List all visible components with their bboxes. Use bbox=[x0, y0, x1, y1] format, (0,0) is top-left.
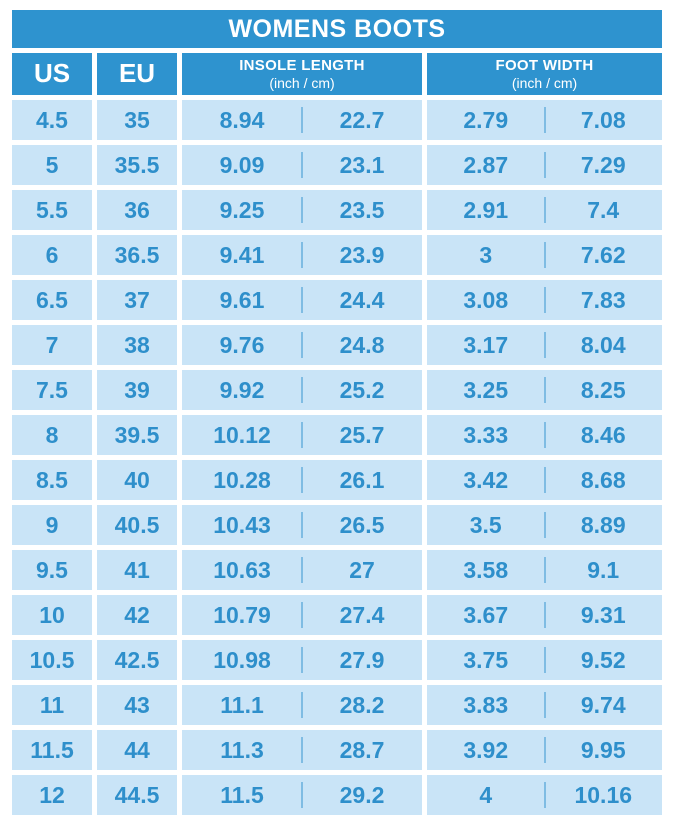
insole-length-cell bbox=[182, 595, 422, 635]
us-size-value: 8.5 bbox=[36, 466, 68, 493]
us-size-value: 10 bbox=[39, 601, 65, 628]
insole-cm-value: 25.7 bbox=[339, 421, 385, 448]
width-cm-value: 8.04 bbox=[580, 331, 626, 358]
foot-width-cell bbox=[427, 370, 662, 410]
cell-divider bbox=[544, 512, 546, 538]
insole-inch-value: 10.79 bbox=[213, 601, 271, 628]
insole-inch-value: 8.94 bbox=[219, 106, 265, 133]
foot-width-cell bbox=[427, 595, 662, 635]
us-size-cell bbox=[12, 595, 92, 635]
insole-cm-value: 23.1 bbox=[339, 151, 385, 178]
foot-width-cell bbox=[427, 190, 662, 230]
us-size-cell bbox=[12, 145, 92, 185]
insole-cm-value: 23.9 bbox=[339, 241, 385, 268]
insole-inch-value: 9.92 bbox=[219, 376, 265, 403]
us-size-cell bbox=[12, 685, 92, 725]
cell-divider bbox=[301, 602, 303, 628]
foot-width-cell bbox=[427, 235, 662, 275]
insole-cm-value: 24.8 bbox=[339, 331, 385, 358]
insole-inch-value: 11.1 bbox=[220, 691, 264, 718]
cell-divider bbox=[301, 197, 303, 223]
eu-size-cell bbox=[97, 730, 177, 770]
width-cm-value: 9.1 bbox=[587, 556, 620, 583]
width-inch-value: 3.33 bbox=[463, 421, 509, 448]
insole-length-cell bbox=[182, 190, 422, 230]
insole-length-cell bbox=[182, 235, 422, 275]
cell-divider bbox=[301, 557, 303, 583]
insole-inch-value: 10.12 bbox=[213, 421, 271, 448]
insole-inch-value: 10.28 bbox=[213, 466, 271, 493]
cell-divider bbox=[544, 197, 546, 223]
us-size-value: 11 bbox=[39, 691, 65, 718]
cell-divider bbox=[544, 692, 546, 718]
us-size-cell bbox=[12, 325, 92, 365]
cell-divider bbox=[544, 287, 546, 313]
insole-length-cell bbox=[182, 505, 422, 545]
us-size-cell bbox=[12, 280, 92, 320]
insole-inch-value: 9.09 bbox=[219, 151, 265, 178]
cell-divider bbox=[301, 242, 303, 268]
us-size-cell bbox=[12, 505, 92, 545]
insole-length-cell bbox=[182, 280, 422, 320]
cell-divider bbox=[301, 467, 303, 493]
eu-size-cell bbox=[97, 775, 177, 815]
eu-size-value: 36.5 bbox=[114, 241, 160, 268]
insole-cm-value: 29.2 bbox=[339, 781, 385, 808]
us-size-value: 10.5 bbox=[29, 646, 75, 673]
us-size-value: 5 bbox=[45, 151, 59, 178]
column-header-insole-length bbox=[182, 53, 422, 95]
insole-length-cell bbox=[182, 775, 422, 815]
eu-size-value: 42.5 bbox=[114, 646, 160, 673]
us-size-value: 7 bbox=[45, 331, 59, 358]
column-header-eu-label: EU bbox=[118, 58, 156, 89]
width-inch-value: 2.91 bbox=[463, 196, 509, 223]
foot-width-cell bbox=[427, 280, 662, 320]
foot-width-label: FOOT WIDTH bbox=[495, 57, 594, 75]
width-cm-value: 9.74 bbox=[580, 691, 626, 718]
eu-size-cell bbox=[97, 685, 177, 725]
insole-inch-value: 9.76 bbox=[219, 331, 265, 358]
us-size-value: 11.5 bbox=[30, 736, 74, 763]
width-inch-value: 3.25 bbox=[463, 376, 509, 403]
insole-length-unit: (inch / cm) bbox=[269, 74, 335, 91]
eu-size-cell bbox=[97, 505, 177, 545]
insole-length-cell bbox=[182, 145, 422, 185]
eu-size-cell bbox=[97, 235, 177, 275]
cell-divider bbox=[301, 782, 303, 808]
width-inch-value: 3.42 bbox=[463, 466, 509, 493]
insole-length-cell bbox=[182, 730, 422, 770]
cell-divider bbox=[544, 107, 546, 133]
us-size-cell bbox=[12, 190, 92, 230]
cell-divider bbox=[544, 377, 546, 403]
eu-size-cell bbox=[97, 415, 177, 455]
cell-divider bbox=[544, 782, 546, 808]
eu-size-value: 44 bbox=[124, 736, 150, 763]
foot-width-cell bbox=[427, 100, 662, 140]
insole-inch-value: 10.43 bbox=[213, 511, 271, 538]
eu-size-cell bbox=[97, 460, 177, 500]
insole-cm-value: 26.1 bbox=[339, 466, 385, 493]
column-header-eu bbox=[97, 53, 177, 95]
eu-size-cell bbox=[97, 595, 177, 635]
width-inch-value: 3.92 bbox=[463, 736, 509, 763]
width-cm-value: 7.83 bbox=[580, 286, 626, 313]
foot-width-cell bbox=[427, 505, 662, 545]
width-inch-value: 3.58 bbox=[463, 556, 509, 583]
width-inch-value: 2.79 bbox=[463, 106, 509, 133]
width-cm-value: 8.46 bbox=[580, 421, 626, 448]
cell-divider bbox=[544, 152, 546, 178]
size-grid bbox=[12, 53, 662, 815]
width-cm-value: 8.89 bbox=[580, 511, 626, 538]
us-size-cell bbox=[12, 100, 92, 140]
width-inch-value: 3 bbox=[479, 241, 493, 268]
us-size-value: 9.5 bbox=[36, 556, 68, 583]
insole-inch-value: 9.41 bbox=[219, 241, 265, 268]
eu-size-value: 38 bbox=[124, 331, 150, 358]
us-size-value: 6.5 bbox=[36, 286, 68, 313]
cell-divider bbox=[544, 467, 546, 493]
insole-inch-value: 10.63 bbox=[213, 556, 271, 583]
foot-width-cell bbox=[427, 730, 662, 770]
foot-width-unit: (inch / cm) bbox=[511, 74, 578, 91]
width-inch-value: 3.83 bbox=[463, 691, 509, 718]
width-inch-value: 3.5 bbox=[469, 511, 502, 538]
eu-size-cell bbox=[97, 370, 177, 410]
width-cm-value: 8.68 bbox=[580, 466, 626, 493]
cell-divider bbox=[544, 737, 546, 763]
foot-width-cell bbox=[427, 460, 662, 500]
insole-cm-value: 25.2 bbox=[339, 376, 385, 403]
insole-cm-value: 28.2 bbox=[339, 691, 385, 718]
cell-divider bbox=[301, 332, 303, 358]
cell-divider bbox=[544, 332, 546, 358]
column-header-foot-width bbox=[427, 53, 662, 95]
us-size-cell bbox=[12, 460, 92, 500]
column-header-us bbox=[12, 53, 92, 95]
insole-inch-value: 10.98 bbox=[213, 646, 271, 673]
us-size-value: 4.5 bbox=[36, 106, 68, 133]
insole-length-cell bbox=[182, 415, 422, 455]
foot-width-cell bbox=[427, 415, 662, 455]
width-cm-value: 7.62 bbox=[580, 241, 626, 268]
eu-size-value: 44.5 bbox=[114, 781, 160, 808]
us-size-value: 6 bbox=[45, 241, 59, 268]
eu-size-cell bbox=[97, 145, 177, 185]
us-size-cell bbox=[12, 640, 92, 680]
cell-divider bbox=[301, 512, 303, 538]
insole-inch-value: 11.5 bbox=[220, 781, 264, 808]
cell-divider bbox=[301, 692, 303, 718]
foot-width-cell bbox=[427, 640, 662, 680]
width-inch-value: 4 bbox=[479, 781, 493, 808]
width-cm-value: 8.25 bbox=[580, 376, 626, 403]
us-size-value: 12 bbox=[39, 781, 65, 808]
cell-divider bbox=[544, 422, 546, 448]
eu-size-value: 42 bbox=[124, 601, 150, 628]
eu-size-cell bbox=[97, 280, 177, 320]
us-size-cell bbox=[12, 235, 92, 275]
width-inch-value: 3.75 bbox=[463, 646, 509, 673]
eu-size-value: 36 bbox=[124, 196, 150, 223]
cell-divider bbox=[301, 377, 303, 403]
foot-width-cell bbox=[427, 775, 662, 815]
insole-cm-value: 27.9 bbox=[339, 646, 385, 673]
insole-length-cell bbox=[182, 685, 422, 725]
insole-inch-value: 9.25 bbox=[219, 196, 265, 223]
us-size-value: 8 bbox=[45, 421, 59, 448]
insole-cm-value: 28.7 bbox=[339, 736, 385, 763]
width-inch-value: 3.17 bbox=[463, 331, 509, 358]
width-cm-value: 9.31 bbox=[580, 601, 626, 628]
foot-width-cell bbox=[427, 550, 662, 590]
cell-divider bbox=[301, 107, 303, 133]
us-size-value: 7.5 bbox=[36, 376, 68, 403]
width-cm-value: 7.29 bbox=[580, 151, 626, 178]
width-cm-value: 7.08 bbox=[580, 106, 626, 133]
cell-divider bbox=[301, 152, 303, 178]
width-inch-value: 3.08 bbox=[463, 286, 509, 313]
eu-size-value: 35.5 bbox=[114, 151, 160, 178]
cell-divider bbox=[544, 242, 546, 268]
eu-size-value: 40.5 bbox=[114, 511, 160, 538]
foot-width-cell bbox=[427, 325, 662, 365]
cell-divider bbox=[301, 287, 303, 313]
eu-size-cell bbox=[97, 190, 177, 230]
eu-size-cell bbox=[97, 100, 177, 140]
us-size-cell bbox=[12, 730, 92, 770]
insole-length-cell bbox=[182, 370, 422, 410]
insole-cm-value: 23.5 bbox=[339, 196, 385, 223]
insole-cm-value: 22.7 bbox=[339, 106, 385, 133]
us-size-cell bbox=[12, 370, 92, 410]
eu-size-value: 43 bbox=[124, 691, 150, 718]
eu-size-value: 41 bbox=[124, 556, 150, 583]
insole-length-cell bbox=[182, 550, 422, 590]
eu-size-value: 37 bbox=[124, 286, 150, 313]
insole-length-cell bbox=[182, 100, 422, 140]
width-inch-value: 2.87 bbox=[463, 151, 509, 178]
eu-size-cell bbox=[97, 325, 177, 365]
eu-size-value: 40 bbox=[124, 466, 150, 493]
foot-width-cell bbox=[427, 145, 662, 185]
insole-length-cell bbox=[182, 640, 422, 680]
insole-cm-value: 27 bbox=[349, 556, 375, 583]
us-size-value: 5.5 bbox=[36, 196, 68, 223]
eu-size-cell bbox=[97, 640, 177, 680]
width-cm-value: 10.16 bbox=[574, 781, 633, 808]
eu-size-value: 39 bbox=[124, 376, 150, 403]
width-cm-value: 7.4 bbox=[587, 196, 620, 223]
womens-boots-size-table bbox=[12, 10, 662, 815]
eu-size-value: 35 bbox=[124, 106, 150, 133]
cell-divider bbox=[301, 737, 303, 763]
insole-cm-value: 27.4 bbox=[339, 601, 385, 628]
width-inch-value: 3.67 bbox=[463, 601, 509, 628]
foot-width-cell bbox=[427, 685, 662, 725]
table-title-bar bbox=[12, 10, 662, 48]
eu-size-cell bbox=[97, 550, 177, 590]
cell-divider bbox=[544, 602, 546, 628]
column-header-us-label: US bbox=[33, 58, 71, 89]
table-title: WOMENS BOOTS bbox=[228, 14, 446, 43]
us-size-cell bbox=[12, 775, 92, 815]
cell-divider bbox=[544, 647, 546, 673]
insole-length-label: INSOLE LENGTH bbox=[239, 57, 365, 75]
insole-length-cell bbox=[182, 460, 422, 500]
us-size-cell bbox=[12, 550, 92, 590]
cell-divider bbox=[301, 647, 303, 673]
insole-length-cell bbox=[182, 325, 422, 365]
eu-size-value: 39.5 bbox=[114, 421, 160, 448]
width-cm-value: 9.95 bbox=[580, 736, 626, 763]
insole-inch-value: 11.3 bbox=[220, 736, 264, 763]
us-size-value: 9 bbox=[45, 511, 59, 538]
insole-cm-value: 24.4 bbox=[339, 286, 385, 313]
width-cm-value: 9.52 bbox=[580, 646, 626, 673]
cell-divider bbox=[544, 557, 546, 583]
us-size-cell bbox=[12, 415, 92, 455]
insole-cm-value: 26.5 bbox=[339, 511, 385, 538]
cell-divider bbox=[301, 422, 303, 448]
insole-inch-value: 9.61 bbox=[219, 286, 265, 313]
